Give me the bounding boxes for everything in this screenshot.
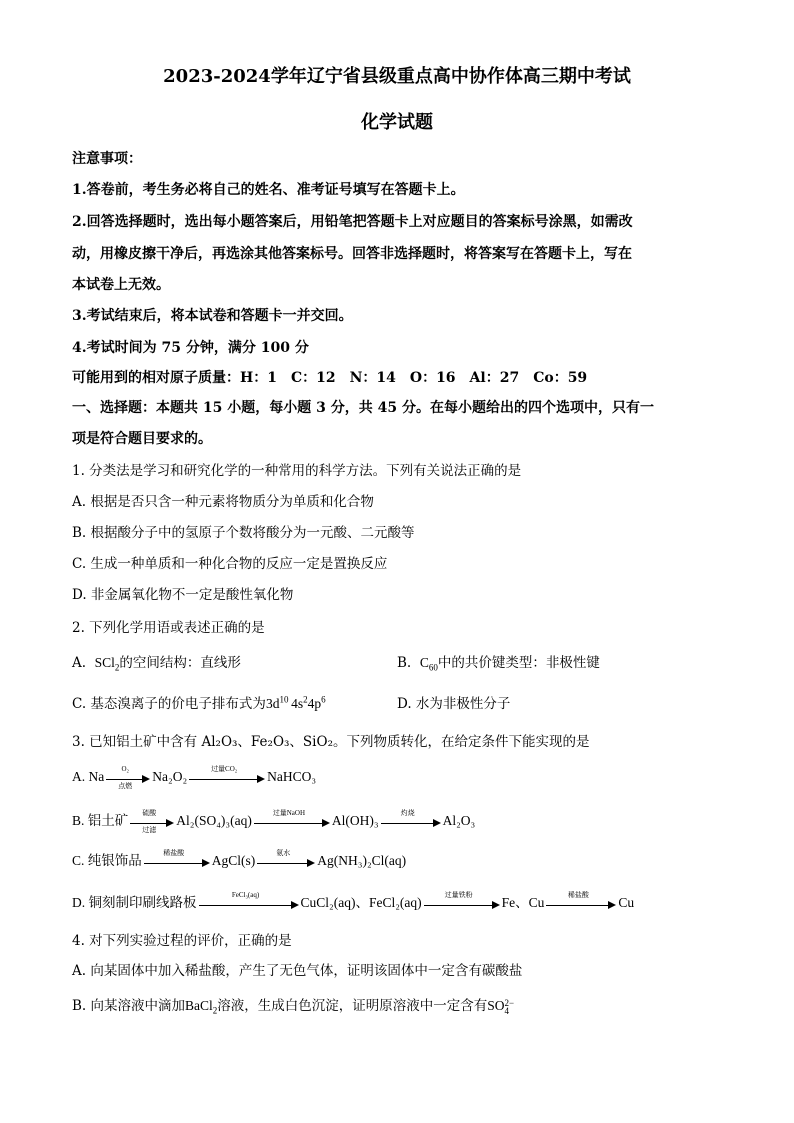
question-1-stem: 1. 分类法是学习和研究化学的一种常用的科学方法。下列有关说法正确的是	[72, 463, 522, 479]
reaction-arrow: 过量铁粉	[424, 897, 500, 911]
reaction-arrow: 过量NaOH	[254, 815, 330, 829]
reaction-arrow: 稀盐酸	[144, 855, 210, 869]
exam-title: 2023-2024学年辽宁省县级重点高中协作体高三期中考试	[163, 66, 631, 87]
reaction-arrow: 稀盐酸	[546, 897, 616, 911]
section-heading: 项是符合题目要求的。	[72, 431, 212, 447]
sulfate-ion: SO 2− 4	[487, 997, 515, 1016]
question-1-option-a: A. 根据是否只含一种元素将物质分为单质和化合物	[72, 494, 374, 510]
question-3-option-b: B. 铝土矿 硫酸 过滤 Al₂(SO₄)₃(aq) 过量NaOH Al(OH)₃ 灼烧 Al₂O₃	[72, 808, 476, 834]
question-3-option-d: D. 铜刻制印刷线路板 FeCl₃(aq) CuCl₂(aq)、FeCl₂(aq) 过量铁粉 Fe、Cu 稀盐酸 Cu	[72, 890, 635, 910]
question-1-option-c: C. 生成一种单质和一种化合物的反应一定是置换反应	[72, 556, 388, 572]
reaction-arrow: 氨水	[257, 855, 315, 869]
reaction-arrow: O₂ 点燃	[106, 771, 150, 785]
notice-line: 1.答卷前，考生务必将自己的姓名、准考证号填写在答题卡上。	[72, 182, 465, 198]
reaction-arrow: 过量CO₂	[189, 771, 265, 785]
atomic-mass-line: 可能用到的相对原子质量：H：1 C：12 N：14 O：16 Al：27 Co：59	[72, 370, 588, 386]
exam-subtitle: 化学试题	[361, 112, 433, 133]
question-3-option-c: C. 纯银饰品 稀盐酸 AgCl(s) 氨水 Ag(NH₃)₂Cl(aq)	[72, 848, 407, 868]
notice-heading: 注意事项：	[72, 151, 142, 167]
question-2-option-b: B. $C_{60}$中的共价键类型：非极性键	[397, 655, 600, 673]
notice-line: 4.考试时间为 75 分钟，满分 100 分	[72, 340, 309, 356]
question-2-option-d: D. 水为非极性分子	[397, 696, 511, 712]
notice-line: 2.回答选择题时，选出每小题答案后，用铅笔把答题卡上对应题目的答案标号涂黑，如需改	[72, 214, 633, 230]
reaction-arrow: 硫酸 过滤	[130, 815, 174, 829]
question-1-option-b: B. 根据酸分子中的氢原子个数将酸分为一元酸、二元酸等	[72, 525, 415, 541]
question-2-option-c: C. 基态溴离子的价电子排布式为$3d^{10}$ $4s^24p^6$	[72, 694, 326, 712]
question-3-option-a: A. Na O₂ 点燃 Na₂O₂ 过量CO₂ NaHCO₃	[72, 764, 317, 790]
question-4-stem: 4. 对下列实验过程的评价，正确的是	[72, 933, 292, 949]
reaction-arrow: 灼烧	[381, 815, 441, 829]
question-4-option-b: B. 向某溶液中滴加BaCl$_2$溶液，生成白色沉淀，证明原溶液中一定含有SO 2− 4	[72, 997, 515, 1016]
question-2-option-a: A. SCl$_2$的空间结构：直线形	[72, 655, 241, 673]
notice-line: 动，用橡皮擦干净后，再选涂其他答案标号。回答非选择题时，将答案写在答题卡上，写在	[72, 246, 632, 262]
section-heading: 一、选择题：本题共 15 小题，每小题 3 分，共 45 分。在每小题给出的四个选项中，只有一	[72, 400, 654, 416]
question-2-stem: 2. 下列化学用语或表述正确的是	[72, 620, 265, 636]
notice-line: 本试卷上无效。	[72, 277, 170, 293]
reaction-arrow: FeCl₃(aq)	[199, 897, 299, 911]
question-1-option-d: D. 非金属氧化物不一定是酸性氧化物	[72, 587, 294, 603]
notice-line: 3.考试结束后，将本试卷和答题卡一并交回。	[72, 308, 353, 324]
question-3-stem: 3. 已知铝土矿中含有 Al₂O₃、Fe₂O₃、SiO₂。下列物质转化，在给定条件下能实现的是	[72, 734, 590, 750]
question-4-option-a: A. 向某固体中加入稀盐酸，产生了无色气体，证明该固体中一定含有碳酸盐	[72, 963, 523, 979]
